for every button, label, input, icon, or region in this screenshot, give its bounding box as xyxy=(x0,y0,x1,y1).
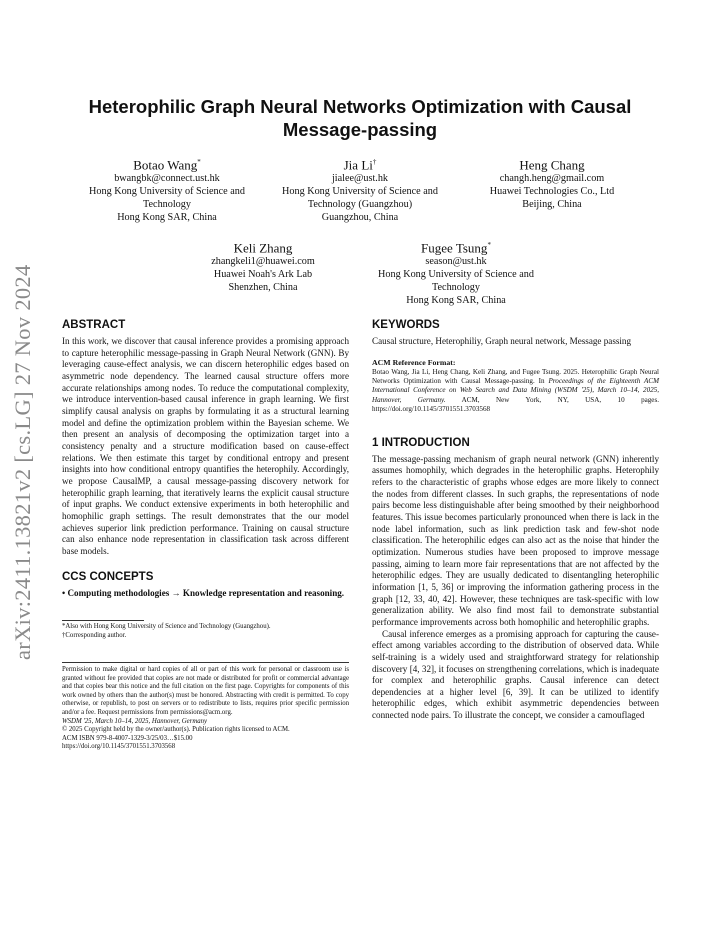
author-affiliation: Technology (Guangzhou) xyxy=(307,198,413,210)
acm-reference-heading: ACM Reference Format: xyxy=(372,357,456,367)
author-block xyxy=(260,154,460,225)
acm-reference-text xyxy=(372,368,659,415)
ccs-concepts: • Computing methodologies → Knowledge representation and reasoning. xyxy=(62,588,345,599)
acm-reference-tail: ACM, New York, NY, USA, 10 pages. https://doi.org/10.1145/3701551.3703568 xyxy=(372,395,659,414)
author-name: Jia Li xyxy=(343,157,373,173)
author-affiliation: Technology xyxy=(432,281,480,293)
venue-line: WSDM '25, March 10–14, 2025, Hannover, Germany xyxy=(62,717,208,725)
footnote: *Also with Hong Kong University of Science and Technology (Guangzhou). xyxy=(62,623,271,631)
keywords-text: Causal structure, Heterophiliy, Graph neural network, Message passing xyxy=(372,336,632,346)
author-affiliation: Technology xyxy=(143,198,191,210)
acm-reference-proceedings: Proceedings of the Eighteenth ACM International Conference on Web Search and Data Mining (WSDM '25), March 10–14, 2025, Hannover, Germany. xyxy=(372,377,659,404)
author-location: Hong Kong SAR, China xyxy=(406,294,506,306)
author-affiliation: Hong Kong University of Science and xyxy=(282,186,438,198)
abstract-heading: ABSTRACT xyxy=(62,319,126,331)
intro-paragraph: Causal inference emerges as a promising approach for capturing the cause-effect among variables according to the distribution of observed data. While self-training is a widely used and straightforward strategy for relationship discovery [4, 32], it focuses on strengthening correlations, which is inadequate for complex and heterophilic graphs. Causal inference can detect dependencies at a higher level [6, 39]. It can be utilized to identify heterophilic edges, which exhibit asymmetric dependencies between connected node pairs. To illustrate the concept, we consider a camouflaged xyxy=(372,628,659,721)
author-mark: † xyxy=(372,158,377,166)
intro-paragraph: The message-passing mechanism of graph neural network (GNN) inherently assumes homophily, which degrades in the heterophilic graphs. Heterophily refers to the characteristic of graphs whose edges are more likely to connect the nodes from different classes. In such graphs, the representations of node pairs become less distinguishable after being smoothed by their neighborhood features. This issue becomes particularly pronounced when there is lack in the node label information, such as link prediction task and few-shot node classification. The heterophilic edges can also act as the noise that hinder the optimization. Numerous studies have been proposed to improve message passing, aiming to learn more fair representations that are not affected by the heterophilic edges. They are usually dedicated to disentangling heterophilic information [1, 5, 36] or improving the information gathering process in the graph [12, 33, 40, 42]. However, these techniques are task-specific with low generalization ability. We also find most fail to demonstrate substantial performance improvements across both homophilic and heterophilic graphs. xyxy=(372,453,659,627)
copyright-line: © 2025 Copyright held by the owner/author(s). Publication rights licensed to ACM. xyxy=(62,726,290,734)
author-block xyxy=(452,154,652,212)
author-affiliation: Hong Kong University of Science and xyxy=(378,269,534,281)
author-email: jialee@ust.hk xyxy=(331,173,389,185)
author-email: bwangbk@connect.ust.hk xyxy=(114,173,220,185)
author-email: season@ust.hk xyxy=(425,256,487,268)
footnote: †Corresponding author. xyxy=(62,631,127,639)
author-mark: * xyxy=(197,158,201,166)
author-email: changh.heng@gmail.com xyxy=(499,173,605,185)
author-location: Beijing, China xyxy=(522,198,582,210)
permission-notice: Permission to make digital or hard copies of all or part of this work for personal or classroom use is granted without fee provided that copies are not made or distributed for profit or commercial advantage and that copies bear this notice and the full citation on the first page. Copyrights for components of this work owned by others than the author(s) must be honored. Abstracting with credit is permitted. To copy otherwise, or republish, to post on servers or to redistribute to lists, requires prior specific permission and/or a fee. Request permissions from permissions@acm.org. xyxy=(62,666,349,716)
author-location: Hong Kong SAR, China xyxy=(117,211,217,223)
author-affiliation: Huawei Technologies Co., Ltd xyxy=(489,186,615,198)
footnote-divider xyxy=(62,620,144,621)
author-affiliation: Huawei Noah's Ark Lab xyxy=(213,269,313,281)
permission-divider xyxy=(62,662,349,663)
doi-link[interactable]: https://doi.org/10.1145/3701551.3703568 xyxy=(62,743,176,751)
author-block xyxy=(356,237,556,308)
author-block xyxy=(163,237,363,295)
acm-reference-authors: Botao Wang, Jia Li, Heng Chang, Keli Zhang, and Fugee Tsung. 2025. Heterophilic Graph Neural Networks Optimization with Causal Message-passing. In xyxy=(372,367,659,386)
author-name: Heng Chang xyxy=(519,157,585,173)
author-affiliation: Hong Kong University of Science and xyxy=(89,186,245,198)
abstract-text: In this work, we discover that causal inference provides a promising approach to capture heterophilic message-passing in Graph Neural Network (GNN). By leveraging cause-effect analysis, we can discern heterophilic edges based on asymmetric node dependency. The learned causal structure offers more accurate relationships among nodes. To reduce the computational complexity, we introduce intervention-based causal inference in graph learning. We first simplify causal analysis on graphs by formulating it as a structural learning model and define the optimization problem within the Bayesian scheme. We then present an analysis of decomposing the optimization target into a consistency penalty and a structure modification based on cause-effect relations. We then estimate this target by conditional entropy and present insights into how conditional entropy quantifies the heterophily. Accordingly, we propose CausalMP, a causal message-passing discovery network for heterophilic graph learning, that iteratively learns the explicit causal structure of input graphs. We conduct extensive experiments in both heterophilic and homophilic graph settings. The result demonstrates that the our model achieves superior link prediction performance. Training on causal structure can also enhance node representation in classification task across different base models. xyxy=(62,336,349,556)
ccs-heading: CCS CONCEPTS xyxy=(62,571,154,584)
author-block xyxy=(67,154,267,225)
paper-title: Heterophilic Graph Neural Networks Optimization with Causal Message-passing xyxy=(88,96,632,140)
arxiv-identifier: arXiv:2411.13821v2 [cs.LG] 27 Nov 2024 xyxy=(10,264,35,660)
right-column xyxy=(372,318,659,722)
introduction-heading: 1 INTRODUCTION xyxy=(372,436,470,449)
author-name: Botao Wang xyxy=(133,157,198,173)
author-location: Shenzhen, China xyxy=(228,281,298,293)
author-email: zhangkeli1@huawei.com xyxy=(211,256,315,268)
keywords-heading: KEYWORDS xyxy=(372,319,440,331)
isbn-line: ACM ISBN 979-8-4007-1329-3/25/03…$15.00 xyxy=(62,734,193,742)
author-mark: * xyxy=(487,241,491,249)
left-column xyxy=(62,318,349,752)
author-name: Keli Zhang xyxy=(233,240,293,256)
author-location: Guangzhou, China xyxy=(321,211,399,223)
author-name: Fugee Tsung xyxy=(421,240,488,256)
